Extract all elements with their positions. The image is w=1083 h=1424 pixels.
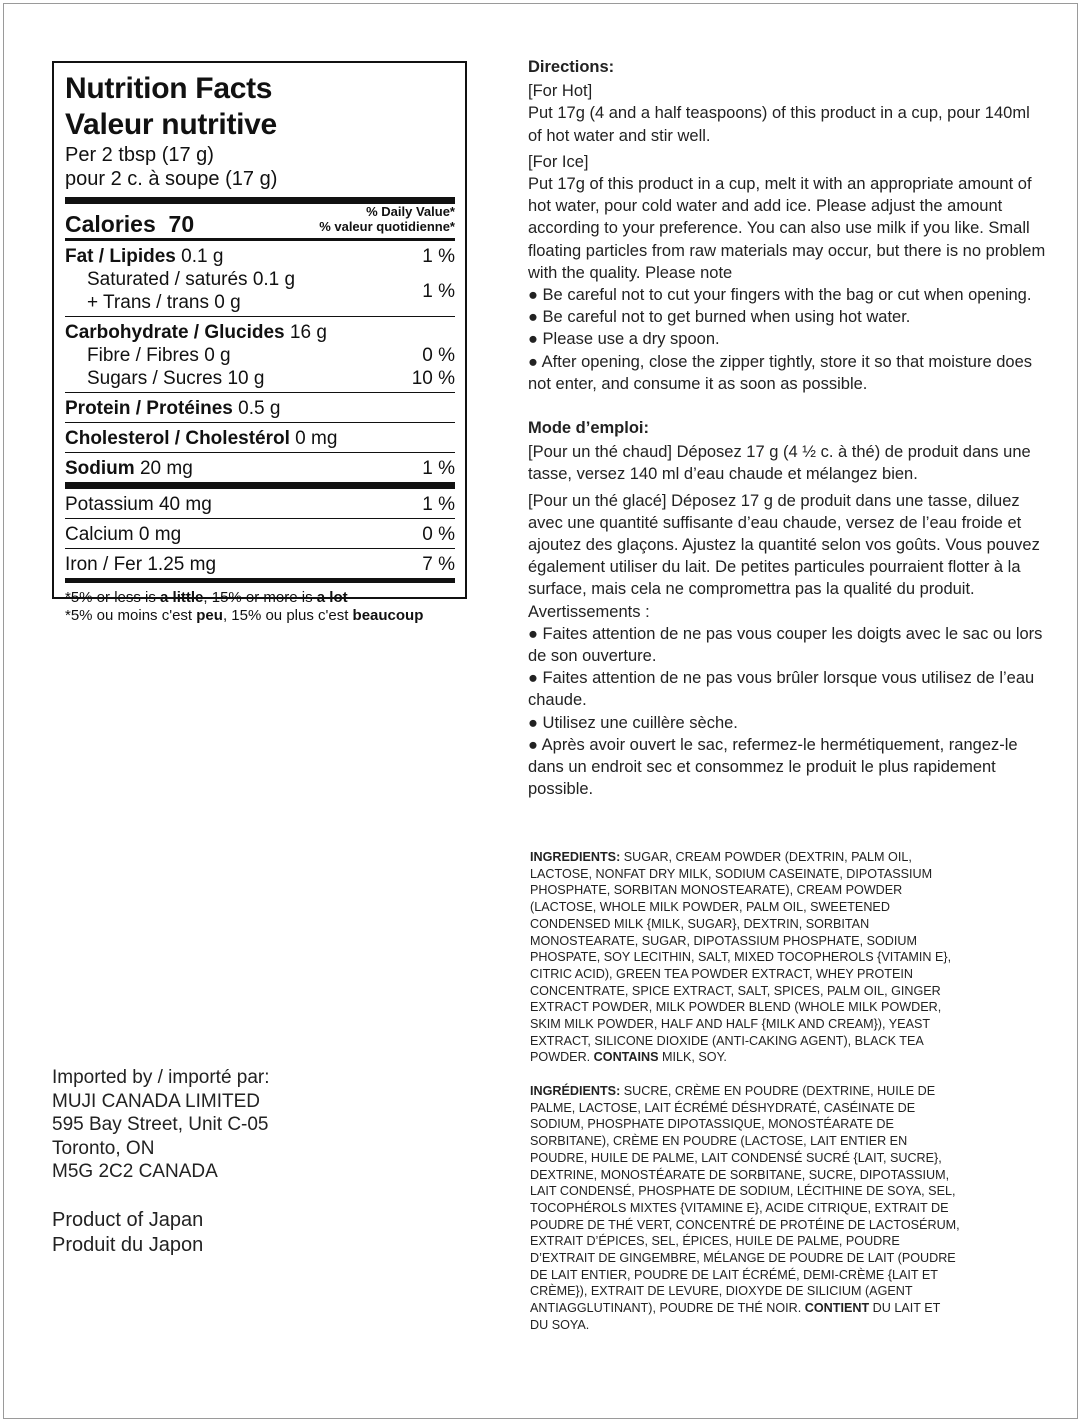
potassium-block bbox=[65, 489, 455, 518]
iron-dv: 7 % bbox=[422, 554, 455, 575]
sugars-row bbox=[65, 367, 455, 390]
footnote-fr: *5% ou moins c'est peu, 15% ou plus c'est beaucoup bbox=[65, 607, 424, 624]
calcium-dv: 0 % bbox=[422, 524, 455, 545]
warning-item: ● After opening, close the zipper tightly, store it so that moisture does not enter, and consume it as soon as possible. bbox=[528, 352, 1033, 393]
saturated-value: 0.1 g bbox=[252, 269, 296, 290]
nutrition-title-en: Nutrition Facts bbox=[65, 72, 273, 105]
warning-item-fr: ● Utilisez une cuillère sèche. bbox=[528, 713, 738, 732]
carb-block bbox=[65, 317, 455, 392]
sodium-dv: 1 % bbox=[422, 458, 455, 479]
ice-instructions-fr: [Pour un thé glacé] Déposez 17 g de produit dans une tasse, diluez avec une quantité suffisante d’eau chaude, versez de l’eau froide et ajoutez des glaçons. Ajustez la quantité selon vos goûts. Vous pouvez également utiliser du lait. De petites particules pourraient flotter à la surface, mais cela ne compromettra pas la qualité du produit. Avertissements : bbox=[528, 491, 1040, 621]
calcium-label: Calcium 0 mg bbox=[65, 524, 182, 545]
iron-label: Iron / Fer 1.25 mg bbox=[65, 554, 217, 575]
importer-city: Toronto, ON bbox=[52, 1137, 155, 1159]
divider-thick bbox=[65, 482, 455, 489]
fat-block bbox=[65, 241, 455, 316]
trans-label: + Trans / trans bbox=[87, 292, 209, 313]
cholesterol-row bbox=[65, 427, 455, 450]
nutrition-facts-table bbox=[52, 61, 467, 624]
warning-item: ● Please use a dry spoon. bbox=[528, 330, 720, 349]
calories-cell bbox=[65, 211, 194, 238]
fibre-dv: 0 % bbox=[422, 345, 455, 366]
calories-label: Calories bbox=[65, 211, 156, 237]
daily-value-en: % Daily Value* bbox=[366, 204, 455, 219]
ingredients-text-en: SUGAR, CREAM POWDER (DEXTRIN, PALM OIL, LACTOSE, NONFAT DRY MILK, SODIUM CASEINATE, DIPOTASSIUM PHOSPHATE, SORBITAN MONOSTEARATE), CREAM POWDER (LACTOSE, WHOLE MILK POWDER, PALM OIL, SWEETENED CONDENSED MILK {MILK, SUGAR}, DEXTRIN, SORBITAN MONOSTEARATE, SUGAR, DIPOTASSIUM PHOSPHATE, SODIUM PHOSPATE, SOY LECITHIN, SALT, MIXED TOCOPHEROLS {VITAMIN E}, CITRIC ACID), GREEN TEA POWDER EXTRACT, WHEY PROTEIN CONCENTRATE, SPICE EXTRACT, SALT, SPICES, PALM OIL, GINGER EXTRACT POWDER, MILK POWDER BLEND (WHOLE MILK POWDER, SKIM MILK POWDER, HALF AND HALF {MILK AND CREAM}), YEAST EXTRACT, SILICONE DIOXIDE (ANTI-CAKING AGENT), BLACK TEA POWDER. bbox=[530, 850, 952, 1065]
daily-value-header bbox=[319, 204, 455, 238]
fibre-label: Fibre / Fibres bbox=[87, 345, 199, 366]
hot-instructions-fr: [Pour un thé chaud] Déposez 17 g (4 ½ c. à thé) de produit dans une tasse, versez 140 ml d’eau chaude et mélangez bien. bbox=[528, 443, 1031, 484]
sodium-value: 20 mg bbox=[139, 458, 193, 479]
iron-block bbox=[65, 549, 455, 578]
ingredients-text-fr: SUCRE, CRÈME EN POUDRE (DEXTRINE, HUILE DE PALME, LACTOSE, LAIT ÉCRÉMÉ DÉSHYDRATÉ, CASÉINATE DE SODIUM, PHOSPHATE DIPOTASSIQUE, MONOSTÉARATE DE SORBITANE), CRÈME EN POUDRE (LACTOSE, LAIT ENTIER EN POUDRE, HUILE DE PALME, LAIT CONDENSÉ SUCRÉ {LAIT, SUCRE}, DEXTRINE, MONOSTÉARATE DE SORBITANE, SUCRE, DIPOTASSIUM, LAIT CONDENSÉ, PHOSPHATE DE SODIUM, LÉCITHINE DE SOYA, SEL, TOCOPHÉROLS MIXTES {VITAMINE E}, ACIDE CITRIQUE, EXTRAIT DE POUDRE DE THÉ VERT, CONCENTRÉ DE PROTÉINE DE LACTOSÉRUM, EXTRAIT D’ÉPICES, SEL, ÉPICES, HUILE DE PALME, POUDRE D’EXTRAIT DE GINGEMBRE, MÉLANGE DE POUDRE DE LAIT (POUDRE DE LAIT ENTIER, POUDRE DE LAIT ÉCRÉMÉ, DEMI-CRÈME {LAIT ET CRÈME}), EXTRAIT DE LEVURE, DIOXYDE DE SILICIUM (AGENT ANTIAGGLUTINANT), POUDRE DE THÉ NOIR. bbox=[530, 1084, 960, 1316]
nutrition-footnote bbox=[65, 583, 455, 625]
contains-text-en: MILK, SOY. bbox=[658, 1050, 727, 1065]
fat-dv: 1 % bbox=[422, 246, 455, 267]
nutrition-title-fr: Valeur nutritive bbox=[65, 108, 277, 141]
calcium-row bbox=[65, 523, 455, 546]
calories-value: 70 bbox=[168, 211, 195, 237]
carb-value: 16 g bbox=[289, 322, 327, 343]
hot-tag: [For Hot] bbox=[528, 82, 593, 101]
serving-size-fr: pour 2 c. à soupe (17 g) bbox=[65, 168, 278, 190]
sugars-value: 10 g bbox=[227, 368, 265, 389]
directions-section bbox=[528, 56, 1048, 801]
product-origin-fr: Produit du Japon bbox=[52, 1233, 204, 1256]
sodium-block bbox=[65, 453, 455, 482]
sugars-dv: 10 % bbox=[411, 368, 455, 389]
carb-row bbox=[65, 321, 455, 344]
sodium-label: Sodium bbox=[65, 458, 135, 479]
importer-company: MUJI CANADA LIMITED bbox=[52, 1090, 260, 1112]
divider-thick bbox=[65, 197, 455, 204]
cholesterol-value: 0 mg bbox=[295, 428, 338, 449]
warning-item: ● Be careful not to get burned when using hot water. bbox=[528, 308, 911, 327]
daily-value-fr: % valeur quotidienne* bbox=[319, 219, 455, 234]
fat-row bbox=[65, 245, 455, 268]
sugars-label: Sugars / Sucres bbox=[87, 368, 223, 389]
cholesterol-block bbox=[65, 423, 455, 452]
potassium-row bbox=[65, 493, 455, 516]
ice-tag: [For Ice] bbox=[528, 152, 589, 171]
warning-item-fr: ● Faites attention de ne pas vous couper les doigts avec le sac ou lors de son ouverture. bbox=[528, 624, 1043, 666]
sat-trans-dv: 1 % bbox=[422, 280, 455, 302]
fibre-row bbox=[65, 344, 455, 367]
trans-value: 0 g bbox=[214, 292, 241, 313]
contains-label-fr: CONTIENT bbox=[804, 1301, 870, 1316]
fat-label: Fat / Lipides bbox=[65, 246, 176, 267]
contains-text-fr: DU LAIT ET DU SOYA. bbox=[530, 1301, 941, 1332]
ingredients-fr bbox=[530, 1083, 960, 1334]
serving-size-en: Per 2 tbsp (17 g) bbox=[65, 144, 214, 166]
calories-row bbox=[65, 204, 455, 238]
importer-line: Imported by / importé par: bbox=[52, 1067, 270, 1088]
ingredients-en bbox=[530, 849, 960, 1066]
contains-label-en: CONTAINS bbox=[593, 1050, 659, 1065]
protein-block bbox=[65, 393, 455, 422]
protein-value: 0.5 g bbox=[238, 398, 281, 419]
fibre-value: 0 g bbox=[204, 345, 231, 366]
importer-address: 595 Bay Street, Unit C-05 bbox=[52, 1114, 269, 1136]
importer-postal: M5G 2C2 CANADA bbox=[52, 1161, 218, 1183]
ice-instructions: Put 17g of this product in a cup, melt it with an appropriate amount of hot water, pour cold water and add ice. Please adjust the amount according to your preference. You can also use milk if you like. Small floating particles from raw materials may occur, but there is no problem with the quality. Please note bbox=[528, 175, 1046, 282]
carb-label: Carbohydrate / Glucides bbox=[65, 322, 285, 343]
importer-block bbox=[52, 1066, 472, 1258]
trans-row bbox=[65, 291, 295, 314]
warning-item: ● Be careful not to cut your fingers with the bag or cut when opening. bbox=[528, 286, 1032, 305]
fat-value: 0.1 g bbox=[181, 246, 224, 267]
protein-label: Protein / Protéines bbox=[65, 398, 233, 419]
cholesterol-label: Cholesterol / Cholestérol bbox=[65, 428, 290, 449]
sodium-row bbox=[65, 457, 455, 480]
directions-heading-fr: Mode d’emploi: bbox=[528, 419, 649, 438]
warning-item-fr: ● Après avoir ouvert le sac, refermez-le hermétiquement, rangez-le dans un endroit sec et consommez le produit le plus rapidement possible. bbox=[528, 735, 1018, 799]
ingredients-label-fr: INGRÉDIENTS: bbox=[530, 1084, 621, 1098]
hot-instructions: Put 17g (4 and a half teaspoons) of this product in a cup, pour 140ml of hot water and stir well. bbox=[528, 104, 1030, 145]
footnote-en: *5% or less is a little, 15% or more is a lot bbox=[65, 589, 348, 606]
directions-heading-en: Directions: bbox=[528, 58, 615, 76]
ingredients-label-en: INGREDIENTS: bbox=[530, 850, 621, 864]
calcium-block bbox=[65, 519, 455, 548]
potassium-label: Potassium 40 mg bbox=[65, 494, 212, 515]
protein-row bbox=[65, 397, 455, 420]
saturated-label: Saturated / saturés bbox=[87, 269, 248, 290]
iron-row bbox=[65, 553, 455, 576]
potassium-dv: 1 % bbox=[422, 494, 455, 515]
warning-item-fr: ● Faites attention de ne pas vous brûler lorsque vous utilisez de l’eau chaude. bbox=[528, 669, 1035, 710]
product-origin-en: Product of Japan bbox=[52, 1208, 204, 1231]
sat-trans-group bbox=[65, 268, 455, 314]
saturated-row bbox=[65, 268, 295, 291]
